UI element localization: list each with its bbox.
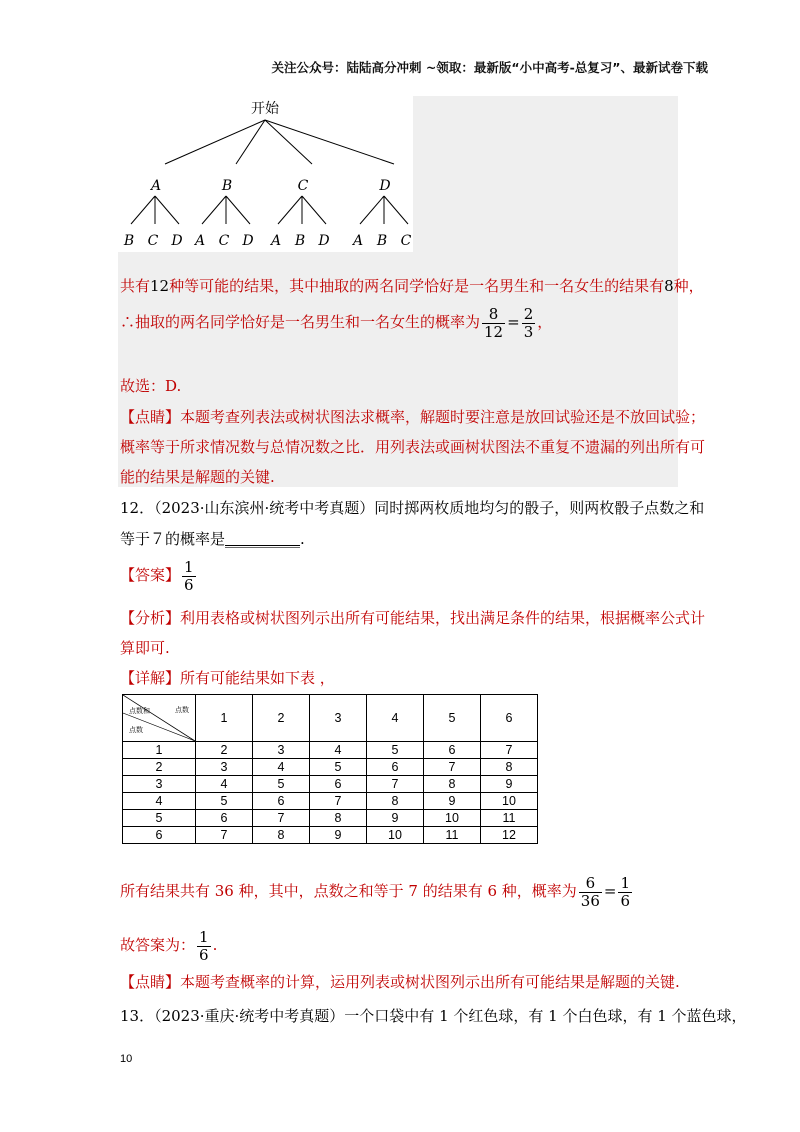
table-cell: 7	[424, 759, 481, 776]
table-row-header: 3	[123, 776, 196, 793]
answer-blank: __________	[225, 530, 301, 548]
fraction-6-36: $\frac{6}{36}$	[580, 873, 600, 910]
fraction-8-12: $\frac{8}{12}$	[484, 304, 504, 341]
table-cell: 6	[196, 810, 253, 827]
table-cell: 8	[367, 793, 424, 810]
table-cell: 5	[253, 776, 310, 793]
q12-stem-line1: 12．（2023·山东滨州·统考中考真题）同时掷两枚质地均匀的骰子，则两枚骰子点数之和	[120, 499, 705, 517]
tree-leaf-label: C	[218, 233, 230, 249]
page-number: 10	[120, 1053, 133, 1065]
table-cell: 7	[310, 793, 367, 810]
table-cell: 5	[310, 759, 367, 776]
dice-sum-table	[122, 694, 538, 844]
corner-label-bottom: 点数	[129, 727, 143, 734]
tree-leaf-label: A	[270, 233, 282, 249]
table-row-header: 2	[123, 759, 196, 776]
table-column-header: 6	[481, 695, 538, 742]
table-row	[123, 776, 538, 793]
tree-leaf-label: C	[400, 233, 412, 249]
tree-leaf-label: B	[123, 233, 135, 249]
table-cell: 5	[367, 742, 424, 759]
tree-leaf-label: D	[242, 233, 254, 249]
table-cell: 7	[481, 742, 538, 759]
tree-leaf-label: D	[318, 233, 330, 249]
tree-leaf-label: A	[194, 233, 206, 249]
tree-edge-leaf	[302, 196, 326, 224]
table-cell: 8	[310, 810, 367, 827]
table-cell: 11	[481, 810, 538, 827]
q12-result-line: 所有结果共有 36 种，其中，点数之和等于 7 的结果有 6 种，概率为 $\frac{6}{36}$ = $\frac{1}{6}$	[120, 873, 631, 910]
table-cell: 4	[253, 759, 310, 776]
table-cell: 8	[253, 827, 310, 844]
tree-edge-leaf	[360, 196, 384, 224]
table-row-header: 4	[123, 793, 196, 810]
table-row	[123, 793, 538, 810]
tree-leaf-label: B	[294, 233, 306, 249]
tree-leaf-label: A	[352, 233, 364, 249]
tree-edge-leaf	[226, 196, 250, 224]
q11-comment-line1: 【点睛】本题考查列表法或树状图法求概率，解题时要注意是放回试验还是不放回试验；	[120, 408, 706, 426]
table-row-header: 6	[123, 827, 196, 844]
table-cell: 6	[424, 742, 481, 759]
table-row-header: 5	[123, 810, 196, 827]
q12-stem-line2: 等于７的概率是__________.	[120, 530, 305, 548]
q12-detail: 【详解】所有可能结果如下表 ，	[120, 669, 335, 687]
table-cell: 9	[367, 810, 424, 827]
tree-leaf-label: D	[171, 233, 183, 249]
tree-edge-root-2	[265, 120, 312, 164]
tree-edge-leaf	[202, 196, 226, 224]
table-cell: 12	[481, 827, 538, 844]
table-column-header: 1	[196, 695, 253, 742]
table-cell: 4	[310, 742, 367, 759]
table-row	[123, 827, 538, 844]
table-cell: 3	[196, 759, 253, 776]
q12-final-answer: 故答案为： $\frac{1}{6}$ .	[120, 927, 218, 964]
table-cell: 10	[367, 827, 424, 844]
tree-edge-leaf	[278, 196, 302, 224]
corner-label-mid: 点数和	[129, 708, 150, 715]
corner-label-top: 点数	[175, 707, 189, 714]
table-cell: 10	[481, 793, 538, 810]
table-cell: 7	[253, 810, 310, 827]
table-cell: 3	[253, 742, 310, 759]
table-cell: 9	[424, 793, 481, 810]
q13-stem: 13．（2023·重庆·统考中考真题）一个口袋中有 1 个红色球，有 1 个白色球，有 1 个蓝色球，	[120, 1007, 747, 1025]
table-cell: 9	[310, 827, 367, 844]
q11-comment-line3: 能的结果是解题的关键.	[120, 468, 275, 486]
page-header: 关注公众号：陆陆高分冲刺 ~领取：最新版“小中高考-总复习”、最新试卷下载	[271, 60, 708, 75]
table-column-header: 3	[310, 695, 367, 742]
q12-comment: 【点睛】本题考查概率的计算，运用列表或树状图列示出所有可能结果是解题的关键.	[120, 973, 680, 991]
q12-analysis-line1: 【分析】利用表格或树状图列示出所有可能结果，找出满足条件的结果，根据概率公式计	[120, 609, 706, 627]
tree-edge-leaf	[131, 196, 155, 224]
q11-choice: 故选：D.	[120, 377, 182, 395]
table-cell: 8	[481, 759, 538, 776]
fraction-1-6-final: $\frac{1}{6}$	[199, 927, 209, 964]
table-cell: 7	[196, 827, 253, 844]
tree-edge-root-3	[265, 120, 394, 164]
tree-branch-label: A	[150, 178, 162, 194]
tree-diagram-svg	[118, 96, 413, 252]
tree-edge-leaf	[384, 196, 408, 224]
table-cell: 6	[310, 776, 367, 793]
table-cell: 6	[367, 759, 424, 776]
tree-branch-label: C	[297, 178, 309, 194]
tree-diagram	[118, 96, 413, 252]
table-row	[123, 759, 538, 776]
table-row	[123, 742, 538, 759]
q11-probability-line: ∴抽取的两名同学恰好是一名男生和一名女生的概率为 $\frac{8}{12}$ = $\frac{2}{3}$ ，	[120, 304, 553, 341]
q12-analysis-line2: 算即可.	[120, 639, 170, 657]
table-cell: 9	[481, 776, 538, 793]
table-cell: 6	[253, 793, 310, 810]
tree-leaf-label: B	[376, 233, 388, 249]
table-cell: 5	[196, 793, 253, 810]
q11-comment-line2: 概率等于所求情况数与总情况数之比．用列表法或画树状图法不重复不遗漏的列出所有可	[120, 438, 706, 456]
table-cell: 11	[424, 827, 481, 844]
table-column-header: 5	[424, 695, 481, 742]
table-column-header: 4	[367, 695, 424, 742]
table-cell: 4	[196, 776, 253, 793]
table-row	[123, 810, 538, 827]
table-cell: 10	[424, 810, 481, 827]
table-corner-cell	[123, 695, 196, 742]
tree-edge-leaf	[155, 196, 179, 224]
table-cell: 7	[367, 776, 424, 793]
tree-branch-label: B	[221, 178, 233, 194]
fraction-1-6: $\frac{1}{6}$	[184, 557, 194, 594]
table-cell: 2	[196, 742, 253, 759]
q12-answer: 【答案】 $\frac{1}{6}$	[120, 557, 194, 594]
tree-root-label: 开始	[251, 101, 279, 117]
table-cell: 8	[424, 776, 481, 793]
fraction-1-6-result: $\frac{1}{6}$	[620, 873, 631, 910]
tree-branch-label: D	[379, 178, 391, 194]
q11-count-line: 共有12种等可能的结果，其中抽取的两名同学恰好是一名男生和一名女生的结果有8种，	[120, 277, 704, 295]
fraction-2-3: $\frac{2}{3}$	[523, 304, 534, 341]
table-column-header: 2	[253, 695, 310, 742]
tree-leaf-label: C	[147, 233, 159, 249]
table-header-row	[123, 695, 538, 742]
table-row-header: 1	[123, 742, 196, 759]
